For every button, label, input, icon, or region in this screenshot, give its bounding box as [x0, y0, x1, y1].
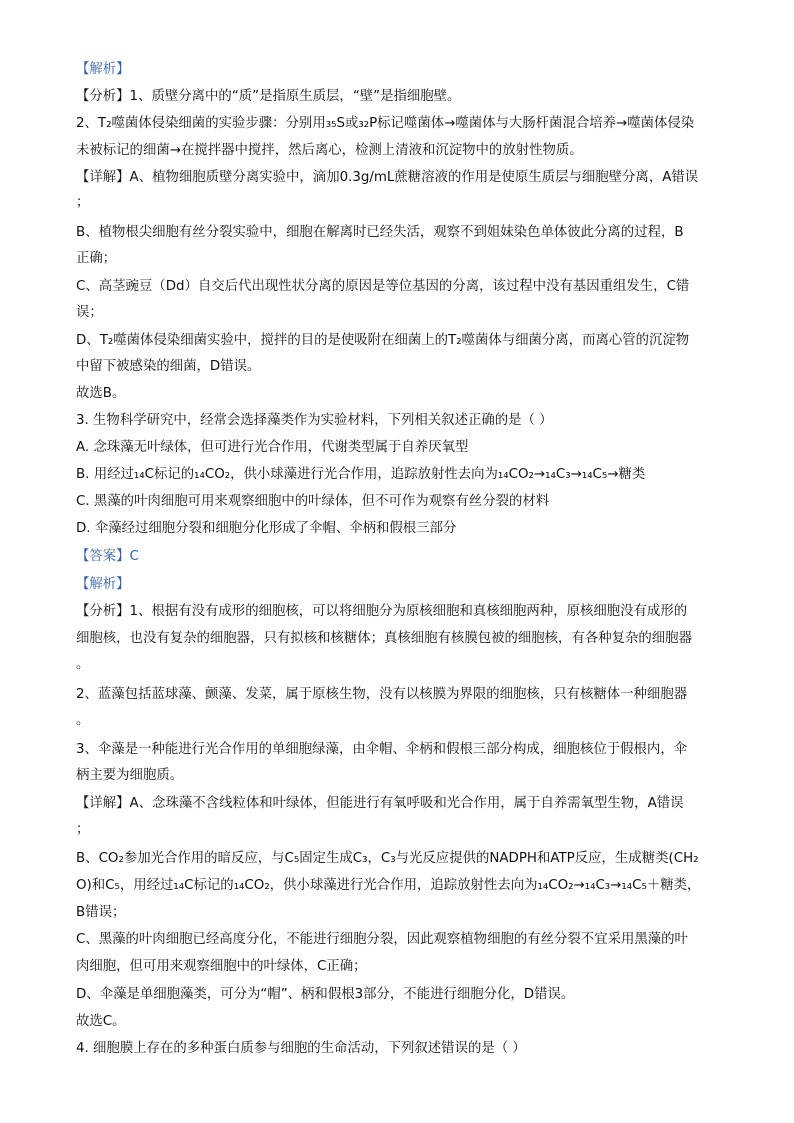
text-line: 细胞核，也没有复杂的细胞器，只有拟核和核糖体；真核细胞有核膜包被的细胞核，有各种复杂的细胞器 [76, 631, 692, 646]
text-line: 【详解】A、植物细胞质壁分离实验中，滴加0.3g/mL蔗糖溶液的作用是使原生质层与细胞壁分离，A错误 [76, 170, 699, 185]
text-line: 故选B。 [76, 386, 126, 401]
question-stem: 3. 生物科学研究中，经常会选择藻类作为实验材料，下列相关叙述正确的是（ ） [76, 413, 553, 428]
text-line: ； [76, 195, 90, 210]
text-line: 【分析】1、根据有没有成形的细胞核，可以将细胞分为原核细胞和真核细胞两种，原核细胞没有成形的 [76, 604, 688, 619]
text-line: 【分析】1、质壁分离中的“质”是指原生质层，“壁”是指细胞壁。 [76, 89, 461, 104]
text-line: B、CO₂参加光合作用的暗反应，与C₅固定生成C₃，C₃与光反应提供的NADPH和ATP反应，生成糖类(CH₂ [76, 851, 699, 866]
option-a: A. 念珠藻无叶绿体，但可进行光合作用，代谢类型属于自养厌氧型 [76, 440, 469, 455]
text-line: 2、蓝藻包括蓝球藻、颤藻、发菜，属于原核生物，没有以核膜为界限的细胞核，只有核糖体一种细胞器 [76, 687, 688, 702]
text-line: 肉细胞，但可用来观察细胞中的叶绿体，C正确； [76, 959, 367, 974]
text-line: B错误； [76, 905, 126, 920]
text-line: 误； [76, 305, 103, 320]
text-line: 中留下被感染的细菌，D错误。 [76, 359, 261, 374]
text-line: 【详解】A、念珠藻不含线粒体和叶绿体，但能进行有氧呼吸和光合作用，属于自养需氧型生物，A错误 [76, 796, 684, 811]
text-line: ； [76, 822, 90, 837]
text-line: 柄主要为细胞质。 [76, 768, 184, 783]
section-label-analysis: 【解析】 [76, 577, 130, 592]
text-line: D、T₂噬菌体侵染细菌实验中，搅拌的目的是使吸附在细菌上的T₂噬菌体与细菌分离，而离心管的沉淀物 [76, 333, 690, 348]
option-b: B. 用经过₁₄C标记的₁₄CO₂，供小球藻进行光合作用，追踪放射性去向为₁₄CO₂→₁₄C₃→₁₄C₅→糖类 [76, 467, 646, 482]
text-line: 故选C。 [76, 1014, 126, 1029]
text-line: D、伞藻是单细胞藻类，可分为“帽”、柄和假根3部分，不能进行细胞分化，D错误。 [76, 987, 575, 1002]
section-label-analysis: 【解析】 [76, 62, 130, 77]
text-line: 未被标记的细菌→在搅拌器中搅拌，然后离心，检测上清液和沉淀物中的放射性物质。 [76, 143, 583, 158]
text-line: O)和C₅，用经过₁₄C标记的₁₄CO₂，供小球藻进行光合作用，追踪放射性去向为₁₄CO₂→₁₄C₃→₁₄C₅＋糖类， [76, 878, 701, 893]
answer-line: 【答案】C [76, 549, 139, 564]
text-line: 2、T₂噬菌体侵染细菌的实验步骤：分别用₃₅S或₃₂P标记噬菌体→噬菌体与大肠杆菌混合培养→噬菌体侵染 [76, 116, 695, 131]
text-line: C、黑藻的叶肉细胞已经高度分化，不能进行细胞分裂，因此观察植物细胞的有丝分裂不宜采用黑藻的叶 [76, 932, 688, 947]
text-line: 。 [76, 713, 90, 728]
text-line: 正确； [76, 251, 117, 266]
text-line: 3、伞藻是一种能进行光合作用的单细胞绿藻，由伞帽、伞柄和假根三部分构成，细胞核位于假根内，伞 [76, 742, 688, 757]
option-c: C. 黑藻的叶肉细胞可用来观察细胞中的叶绿体，但不可作为观察有丝分裂的材料 [76, 494, 550, 509]
question-stem: 4. 细胞膜上存在的多种蛋白质参与细胞的生命活动，下列叙述错误的是（ ） [76, 1041, 526, 1056]
option-d: D. 伞藻经过细胞分裂和细胞分化形成了伞帽、伞柄和假根三部分 [76, 521, 457, 536]
text-line: 。 [76, 657, 90, 672]
text-line: B、植物根尖细胞有丝分裂实验中，细胞在解离时已经失活，观察不到姐妹染色单体彼此分离的过程，B [76, 225, 684, 240]
text-line: C、高茎豌豆（Dd）自交后代出现性状分离的原因是等位基因的分离，该过程中没有基因重组发生，C错 [76, 279, 690, 294]
